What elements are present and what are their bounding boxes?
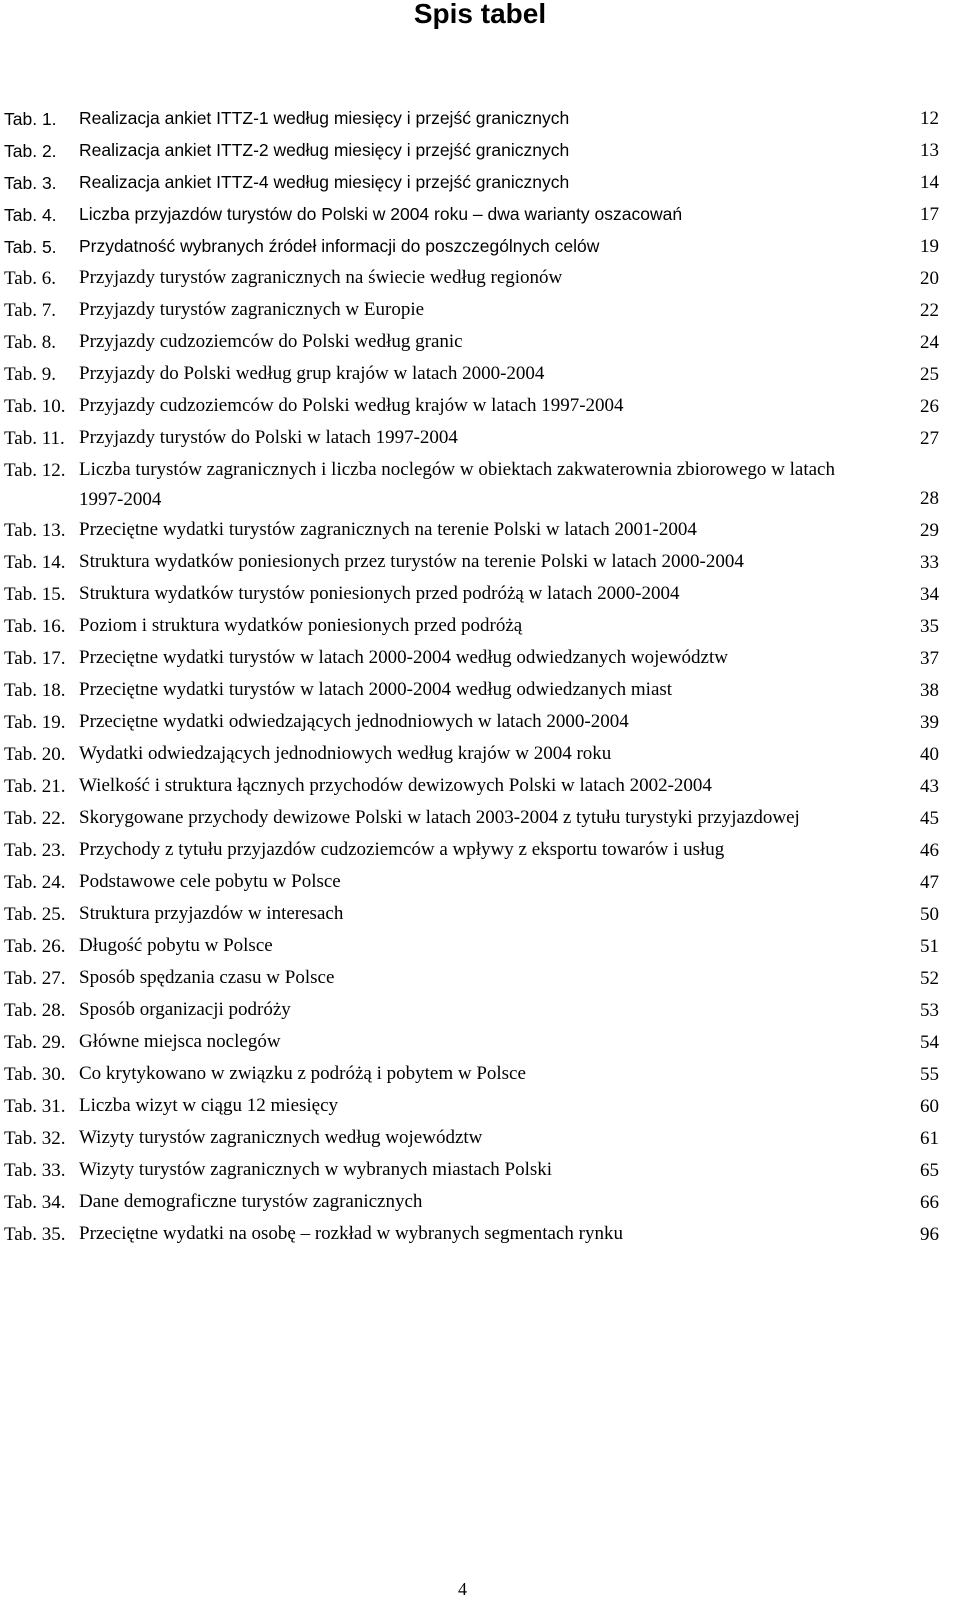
toc-entry-title: Struktura wydatków turystów poniesionych przed podróżą w latach 2000-2004 xyxy=(79,583,680,604)
toc-entry-number: Tab. 19. xyxy=(4,712,66,733)
toc-entry-title: Struktura przyjazdów w interesach xyxy=(79,903,344,924)
toc-entry-page: 40 xyxy=(920,744,939,765)
toc-entry-page: 43 xyxy=(920,776,939,797)
toc-entry-title: Struktura wydatków poniesionych przez turystów na terenie Polski w latach 2000-2004 xyxy=(79,551,744,572)
toc-entry-page: 38 xyxy=(920,680,939,701)
toc-entry-title: Realizacja ankiet ITTZ-2 według miesięcy i przejść granicznych xyxy=(79,140,570,160)
toc-entry-number: Tab. 14. xyxy=(4,552,66,573)
toc-entry-page: 37 xyxy=(920,648,939,669)
toc-entry-title: Podstawowe cele pobytu w Polsce xyxy=(79,871,341,892)
toc-entry-page: 35 xyxy=(920,616,939,637)
toc-entry-title: Liczba turystów zagranicznych i liczba noclegów w obiektach zakwaterownia zbiorowego w latach 1997-2004 xyxy=(79,459,835,510)
toc-entry-page: 19 xyxy=(920,236,939,257)
toc-entry-title: Realizacja ankiet ITTZ-4 według miesięcy i przejść granicznych xyxy=(79,172,570,192)
toc-entry-title: Przychody z tytułu przyjazdów cudzoziemców a wpływy z eksportu towarów i usług xyxy=(79,839,725,860)
toc-entry xyxy=(4,579,960,611)
toc-entry-title: Główne miejsca noclegów xyxy=(79,1031,281,1052)
toc-entry-page: 46 xyxy=(920,840,939,861)
toc-entry-number: Tab. 18. xyxy=(4,680,66,701)
toc-entry-number: Tab. 25. xyxy=(4,904,66,925)
toc-entry-page: 29 xyxy=(920,520,939,541)
toc-entry-page: 13 xyxy=(920,140,939,161)
toc-entry-title: Realizacja ankiet ITTZ-1 według miesięcy i przejść granicznych xyxy=(79,108,570,128)
toc-entry-number: Tab. 20. xyxy=(4,744,66,765)
toc-entry-number: Tab. 15. xyxy=(4,584,66,605)
toc-entry-page: 25 xyxy=(920,364,939,385)
toc-entry-page: 26 xyxy=(920,396,939,417)
toc-entry-title: Przyjazdy cudzoziemców do Polski według granic xyxy=(79,331,463,352)
toc-entry xyxy=(4,1187,960,1219)
toc-entry xyxy=(4,135,960,167)
toc-entry xyxy=(4,739,960,771)
toc-entry-page: 52 xyxy=(920,968,939,989)
toc-entry xyxy=(4,263,960,295)
toc-entry-number: Tab. 33. xyxy=(4,1160,66,1181)
toc-entry-title: Przydatność wybranych źródeł informacji do poszczególnych celów xyxy=(79,236,600,256)
toc-entry-number: Tab. 9. xyxy=(4,364,56,385)
toc-entry-number: Tab. 28. xyxy=(4,1000,66,1021)
page-number: 4 xyxy=(458,1579,467,1599)
toc-entry-number: Tab. 21. xyxy=(4,776,66,797)
toc-entry-number: Tab. 6. xyxy=(4,268,56,289)
toc-entry-page: 14 xyxy=(920,172,939,193)
toc-entry-page: 22 xyxy=(920,300,939,321)
toc-entry xyxy=(4,515,960,547)
toc-entry-title: Liczba przyjazdów turystów do Polski w 2004 roku – dwa warianty oszacowań xyxy=(79,204,683,224)
toc-entry-page: 53 xyxy=(920,1000,939,1021)
toc-entry-title: Długość pobytu w Polsce xyxy=(79,935,273,956)
toc-entry xyxy=(4,1219,960,1251)
toc-entry-title: Przeciętne wydatki turystów zagranicznych na terenie Polski w latach 2001-2004 xyxy=(79,519,697,540)
toc-entry xyxy=(4,231,960,263)
toc-entry xyxy=(4,1027,960,1059)
toc-entry-title: Sposób organizacji podróży xyxy=(79,999,291,1020)
toc-entry-number: Tab. 29. xyxy=(4,1032,66,1053)
toc-entry-number: Tab. 4. xyxy=(4,205,57,225)
toc-entry-page: 12 xyxy=(920,108,939,129)
toc-entry-number: Tab. 16. xyxy=(4,616,66,637)
toc-entry xyxy=(4,1123,960,1155)
toc-entry-page: 96 xyxy=(920,1224,939,1245)
toc-entry-title: Poziom i struktura wydatków poniesionych przed podróżą xyxy=(79,615,523,636)
toc-entry xyxy=(4,359,960,391)
toc-entry-number: Tab. 8. xyxy=(4,332,56,353)
toc-entry-page: 47 xyxy=(920,872,939,893)
toc-entry-number: Tab. 11. xyxy=(4,428,65,449)
toc-entry-number: Tab. 23. xyxy=(4,840,66,861)
toc-entry xyxy=(4,771,960,803)
toc-entry xyxy=(4,455,960,515)
toc-entry-title: Wizyty turystów zagranicznych w wybranych miastach Polski xyxy=(79,1159,553,1180)
toc-entry xyxy=(4,803,960,835)
toc-entry xyxy=(4,931,960,963)
toc-entry xyxy=(4,1155,960,1187)
toc-entry-title: Skorygowane przychody dewizowe Polski w latach 2003-2004 z tytułu turystyki przyjazdowej xyxy=(79,807,800,828)
toc-entry-page: 65 xyxy=(920,1160,939,1181)
toc-entry-title: Co krytykowano w związku z podróżą i pobytem w Polsce xyxy=(79,1063,526,1084)
toc-entry-page: 34 xyxy=(920,584,939,605)
toc-entry-number: Tab. 26. xyxy=(4,936,66,957)
toc-entry-title: Przeciętne wydatki turystów w latach 2000-2004 według odwiedzanych miast xyxy=(79,679,673,700)
toc-entry xyxy=(4,643,960,675)
toc-entry-number: Tab. 17. xyxy=(4,648,66,669)
page-title: Spis tabel xyxy=(413,0,547,29)
toc-entry-page: 24 xyxy=(920,332,939,353)
toc-entry xyxy=(4,295,960,327)
toc-entry xyxy=(4,995,960,1027)
toc-entry xyxy=(4,611,960,643)
toc-entry xyxy=(4,547,960,579)
toc-entry-title: Wydatki odwiedzających jednodniowych według krajów w 2004 roku xyxy=(79,743,612,764)
toc-entry-number: Tab. 1. xyxy=(4,109,57,129)
toc-entry xyxy=(4,423,960,455)
toc-entry-page: 20 xyxy=(920,268,939,289)
toc-entry-page: 45 xyxy=(920,808,939,829)
toc-entry-page: 17 xyxy=(920,204,939,225)
toc-entry xyxy=(4,707,960,739)
toc-entry-number: Tab. 32. xyxy=(4,1128,66,1149)
toc-entry xyxy=(4,103,960,135)
toc-entry-number: Tab. 34. xyxy=(4,1192,66,1213)
toc-entry-title: Liczba wizyt w ciągu 12 miesięcy xyxy=(79,1095,339,1116)
toc-entry xyxy=(4,199,960,231)
toc-entry-number: Tab. 24. xyxy=(4,872,66,893)
toc-entry-number: Tab. 13. xyxy=(4,520,66,541)
toc-entry-title: Przyjazdy do Polski według grup krajów w latach 2000-2004 xyxy=(79,363,545,384)
table-of-contents xyxy=(4,103,960,1251)
toc-entry-page: 39 xyxy=(920,712,939,733)
toc-entry-page: 66 xyxy=(920,1192,939,1213)
toc-entry-page: 55 xyxy=(920,1064,939,1085)
toc-entry-page: 60 xyxy=(920,1096,939,1117)
toc-entry-title: Przeciętne wydatki turystów w latach 2000-2004 według odwiedzanych województw xyxy=(79,647,728,668)
toc-entry-number: Tab. 7. xyxy=(4,300,56,321)
toc-entry-page: 28 xyxy=(920,488,939,509)
toc-entry-title: Wizyty turystów zagranicznych według województw xyxy=(79,1127,483,1148)
toc-entry-title: Przyjazdy turystów do Polski w latach 1997-2004 xyxy=(79,427,458,448)
toc-entry-title: Wielkość i struktura łącznych przychodów dewizowych Polski w latach 2002-2004 xyxy=(79,775,712,796)
toc-entry-number: Tab. 2. xyxy=(4,141,57,161)
toc-entry-page: 54 xyxy=(920,1032,939,1053)
toc-entry xyxy=(4,675,960,707)
toc-entry-number: Tab. 27. xyxy=(4,968,66,989)
toc-entry xyxy=(4,899,960,931)
toc-entry-title: Przyjazdy turystów zagranicznych na świecie według regionów xyxy=(79,267,563,288)
toc-entry-page: 51 xyxy=(920,936,939,957)
toc-entry-number: Tab. 30. xyxy=(4,1064,66,1085)
toc-entry xyxy=(4,1091,960,1123)
toc-entry-number: Tab. 5. xyxy=(4,237,57,257)
toc-entry-number: Tab. 35. xyxy=(4,1224,66,1245)
toc-entry-number: Tab. 3. xyxy=(4,173,57,193)
toc-entry-number: Tab. 10. xyxy=(4,396,66,417)
toc-entry xyxy=(4,391,960,423)
toc-entry-page: 27 xyxy=(920,428,939,449)
toc-entry-page: 33 xyxy=(920,552,939,573)
toc-entry xyxy=(4,835,960,867)
toc-entry xyxy=(4,167,960,199)
toc-entry-page: 50 xyxy=(920,904,939,925)
toc-entry-page: 61 xyxy=(920,1128,939,1149)
toc-entry xyxy=(4,1059,960,1091)
toc-entry-number: Tab. 31. xyxy=(4,1096,66,1117)
toc-entry-title: Sposób spędzania czasu w Polsce xyxy=(79,967,335,988)
toc-entry-title: Przeciętne wydatki odwiedzających jednodniowych w latach 2000-2004 xyxy=(79,711,629,732)
toc-entry-title: Przyjazdy cudzoziemców do Polski według krajów w latach 1997-2004 xyxy=(79,395,624,416)
toc-entry-number: Tab. 12. xyxy=(4,460,66,481)
toc-entry-title: Dane demograficzne turystów zagranicznych xyxy=(79,1191,423,1212)
toc-entry-number: Tab. 22. xyxy=(4,808,66,829)
toc-entry-title: Przyjazdy turystów zagranicznych w Europie xyxy=(79,299,425,320)
toc-entry xyxy=(4,963,960,995)
toc-entry xyxy=(4,327,960,359)
toc-entry xyxy=(4,867,960,899)
toc-entry-title: Przeciętne wydatki na osobę – rozkład w wybranych segmentach rynku xyxy=(79,1223,623,1244)
